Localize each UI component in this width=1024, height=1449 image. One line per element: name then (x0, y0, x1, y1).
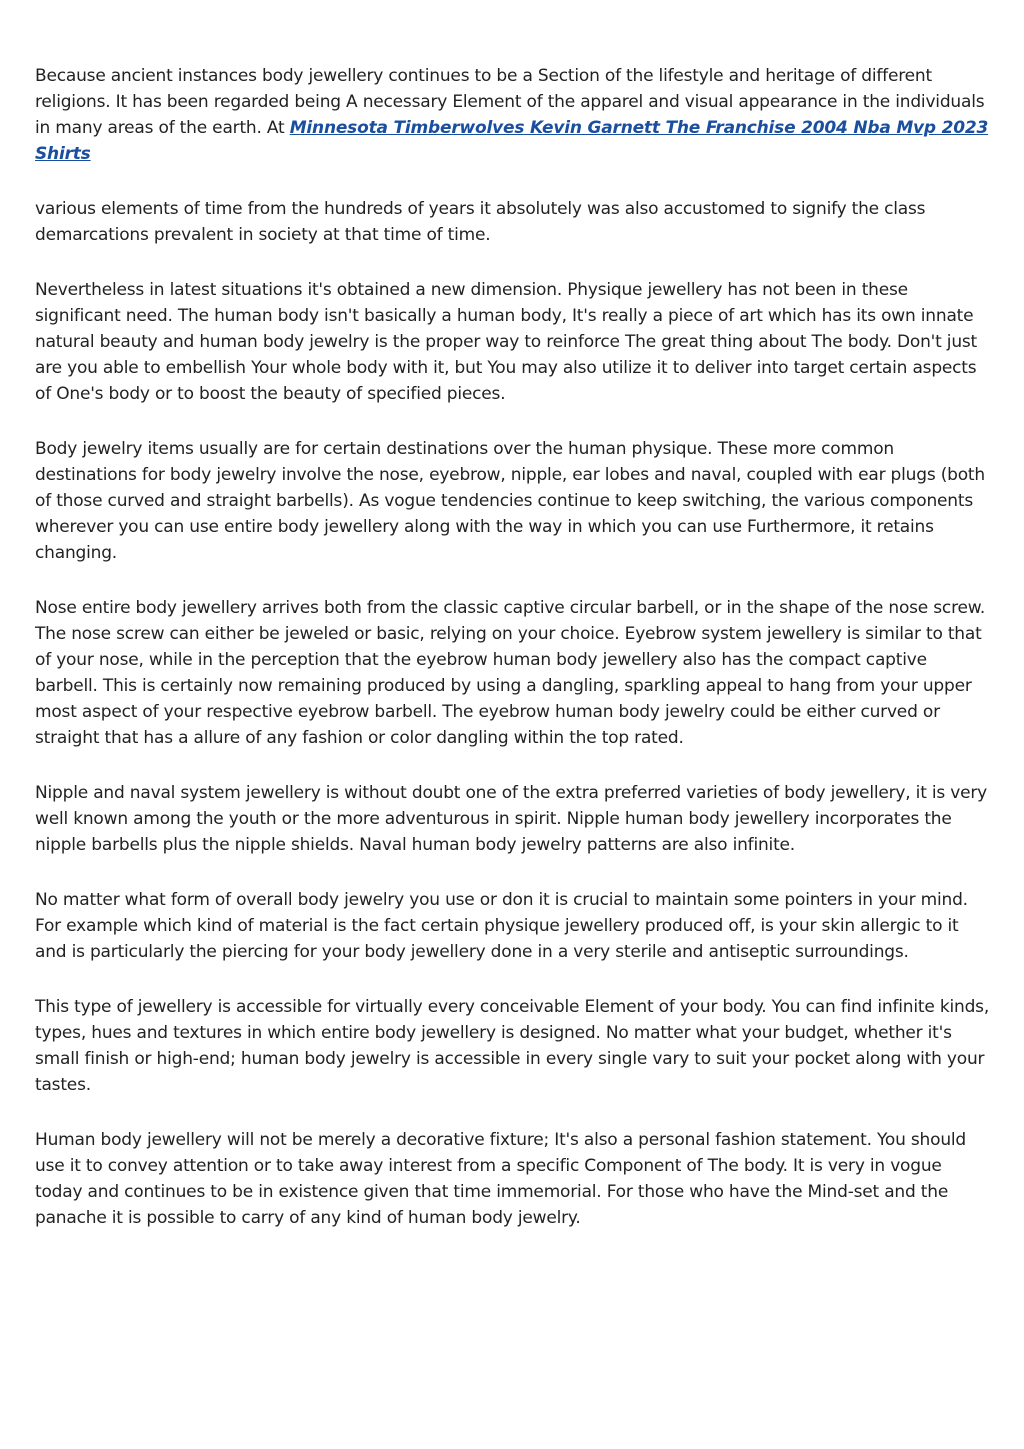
paragraph-5: Nose entire body jewellery arrives both from the classic captive circular barbell, or in the shape of the nose screw. The nose screw can either be jeweled or basic, relying on your choice. Eyebrow system jewellery is similar to that of your nose, while in the perception that the eyebrow human body jewellery also has the compact captive barbell. This is certainly now remaining produced by using a dangling, sparkling appeal to hang from your upper most aspect of your respective eyebrow barbell. The eyebrow human body jewelry could be either curved or straight that has a allure of any fashion or color dangling within the top rated. (35, 598, 986, 748)
paragraph-6: Nipple and naval system jewellery is without doubt one of the extra preferred varieties of body jewellery, it is very well known among the youth or the more adventurous in spirit. Nipple human body jewellery incorporates the nipple barbells plus the nipple shields. Naval human body jewelry patterns are also infinite. (35, 783, 988, 855)
article-body (35, 63, 993, 1260)
paragraph-7: No matter what form of overall body jewelry you use or don it is crucial to maintain some pointers in your mind. For example which kind of material is the fact certain physique jewellery produced off, is your skin allergic to it and is particularly the piercing for your body jewellery done in a very sterile and antiseptic surroundings. (35, 890, 968, 962)
paragraph-4: Body jewelry items usually are for certain destinations over the human physique. These more common destinations for body jewelry involve the nose, eyebrow, nipple, ear lobes and naval, coupled with ear plugs (both of those curved and straight barbells). As vogue tendencies continue to keep switching, the various components wherever you can use entire body jewellery along with the way in which you can use Furthermore, it retains changing. (35, 439, 985, 563)
paragraph-1 (35, 63, 993, 167)
paragraph-9: Human body jewellery will not be merely a decorative fixture; It's also a personal fashion statement. You should use it to convey attention or to take away interest from a specific Component of The body. It is very in vogue today and continues to be in existence given that time immemorial. For those who have the Mind-set and the panache it is possible to carry of any kind of human body jewelry. (35, 1130, 967, 1228)
paragraph-2: various elements of time from the hundreds of years it absolutely was also accustomed to signify the class demarcations prevalent in society at that time of time. (35, 199, 926, 245)
paragraph-8: This type of jewellery is accessible for virtually every conceivable Element of your body. You can find infinite kinds, types, hues and textures in which entire body jewellery is designed. No matter what your budget, whether it's small finish or high-end; human body jewelry is accessible in every single vary to suit your pocket along with your tastes. (35, 997, 990, 1095)
paragraph-3: Nevertheless in latest situations it's obtained a new dimension. Physique jewellery has not been in these significant need. The human body isn't basically a human body, It's really a piece of art which has its own innate natural beauty and human body jewelry is the proper way to reinforce The great thing about The body. Don't just are you able to embellish Your whole body with it, but You may also utilize it to deliver into target certain aspects of One's body or to boost the beauty of specified pieces. (35, 280, 978, 404)
paragraph-1-text: Because ancient instances body jewellery continues to be a Section of the lifestyle and heritage of different religions. It has been regarded being A necessary Element of the apparel and visual appearance in the individuals in many areas of the earth. At (35, 66, 985, 138)
product-link[interactable]: Minnesota Timberwolves Kevin Garnett The Franchise 2004 Nba Mvp 2023 Shirts (35, 118, 989, 164)
